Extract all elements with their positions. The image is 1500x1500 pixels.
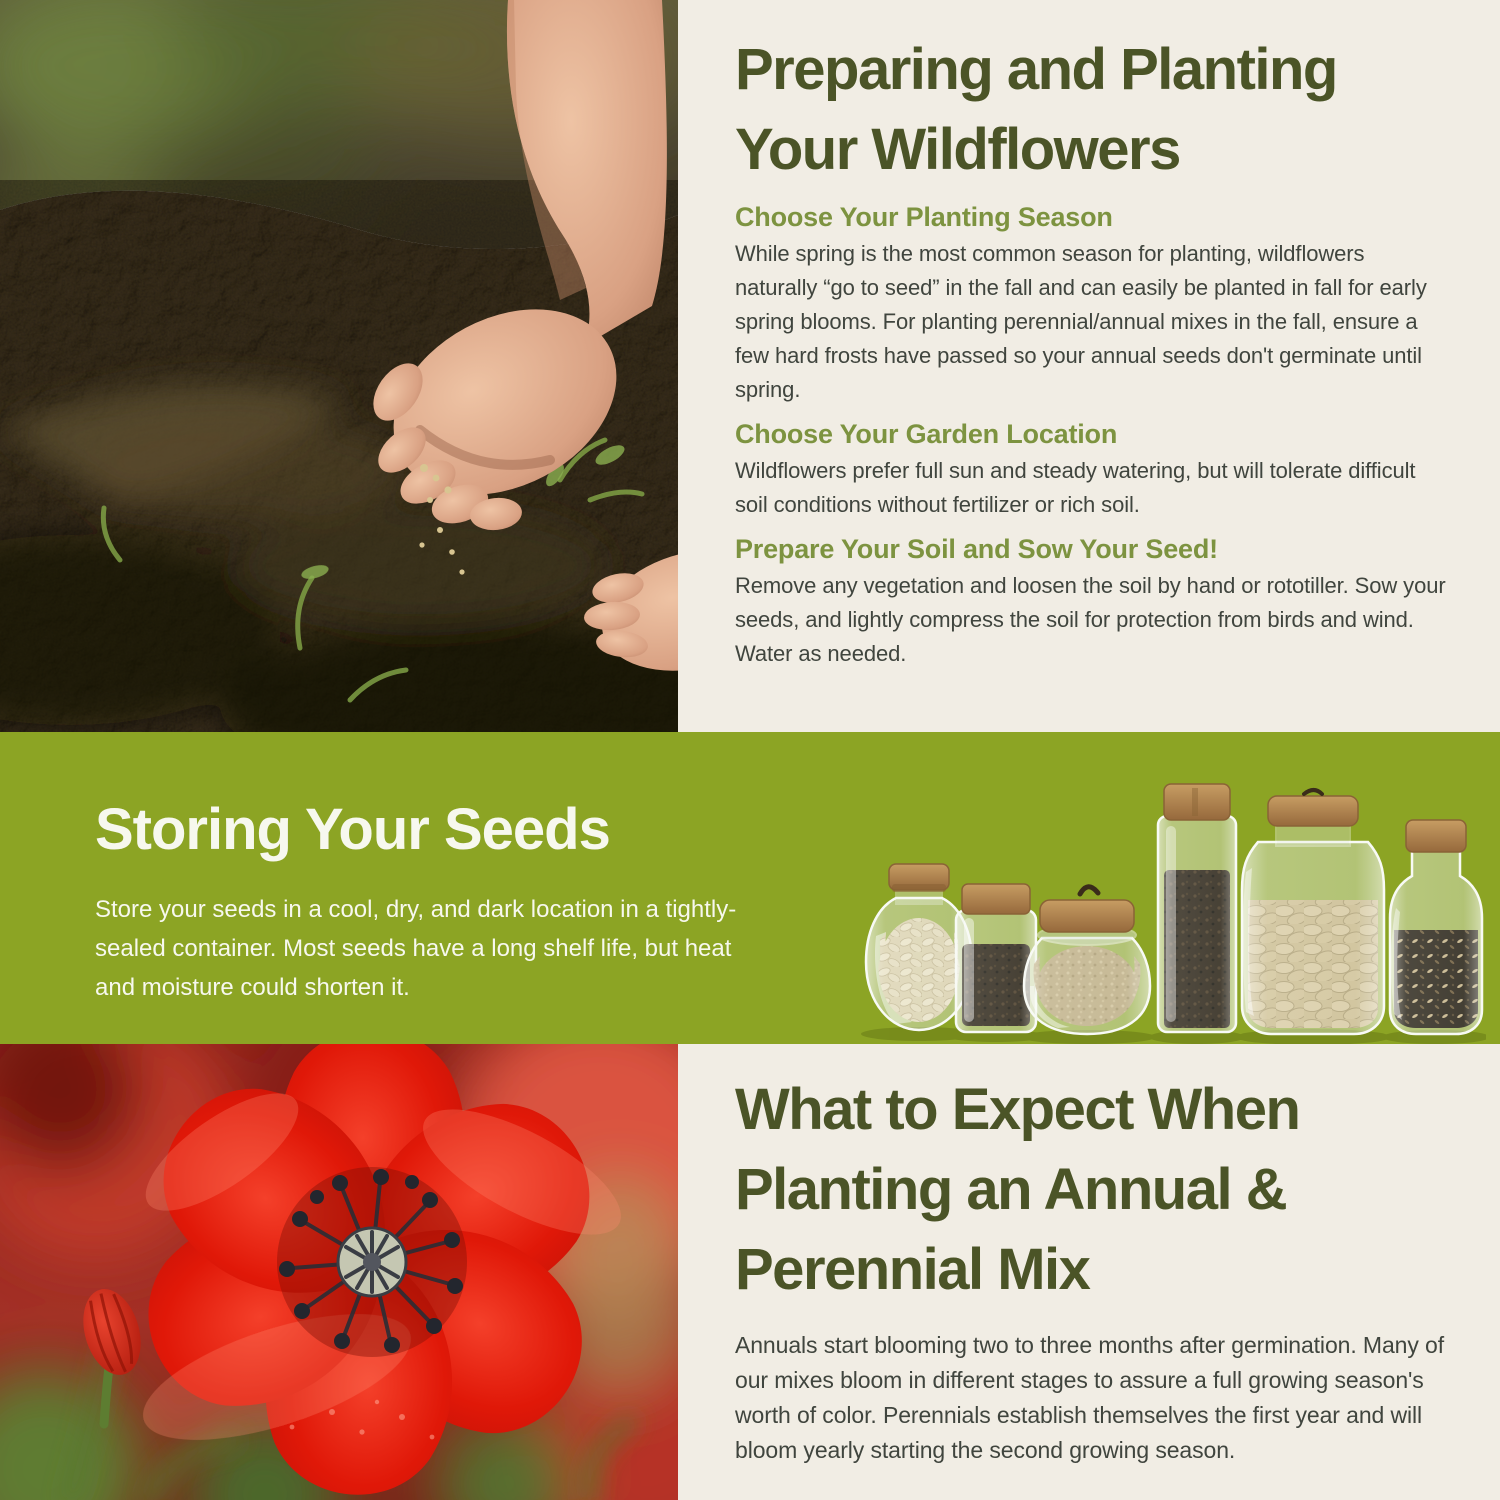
section-storing xyxy=(0,732,1500,1044)
section-expect xyxy=(0,1044,1500,1500)
preparing-title xyxy=(735,30,1452,190)
preparing-title-line1: Preparing and Planting xyxy=(735,37,1337,102)
seed-jars-illustration xyxy=(856,772,1486,1044)
prepare-soil-paragraph: Remove any vegetation and loosen the soil by hand or rototiller. Sow your seeds, and lightly compress the soil for protection from birds and wind. Water as needed. xyxy=(735,573,1446,666)
subheading-planting-season: Choose Your Planting Season xyxy=(735,202,1113,232)
preparing-title-line2: Your Wildflowers xyxy=(735,117,1180,182)
sowing-seeds-photo xyxy=(0,0,678,732)
expect-title xyxy=(735,1070,1452,1310)
storing-text-block xyxy=(95,790,755,1007)
expect-paragraph: Annuals start blooming two to three months after germination. Many of our mixes bloom in different stages to assure a full growing season's worth of color. Perennials establish themselves the first year and will bloom yearly starting the second growing season. xyxy=(735,1332,1445,1463)
red-poppy-photo xyxy=(0,1044,678,1500)
storing-paragraph: Store your seeds in a cool, dry, and dark location in a tightly-sealed container. Most seeds have a long shelf life, but heat and moisture could shorten it. xyxy=(95,896,737,1001)
subheading-prepare-soil: Prepare Your Soil and Sow Your Seed! xyxy=(735,534,1218,564)
jar-dark-seeds xyxy=(956,884,1036,1032)
storing-title xyxy=(95,790,755,870)
subheading-garden-location: Choose Your Garden Location xyxy=(735,419,1118,449)
expect-title-line3: Perennial Mix xyxy=(735,1237,1090,1302)
expect-title-line1: What to Expect When xyxy=(735,1077,1300,1142)
storing-title-line: Storing Your Seeds xyxy=(95,797,610,862)
red-poppy-illustration xyxy=(0,1044,678,1500)
expect-title-line2: Planting an Annual & xyxy=(735,1157,1287,1222)
planting-season-paragraph: While spring is the most common season for planting, wildflowers naturally “go to seed” in the fall and can easily be planted in fall for early spring blooms. For planting perennial/annual mixes in the fall, ensure a few hard frosts have passed so your annual seeds don't germinate until spring. xyxy=(735,241,1427,402)
seed-jars-photo xyxy=(856,772,1486,1044)
section-preparing xyxy=(0,0,1500,732)
expect-text-panel xyxy=(678,1044,1500,1500)
preparing-text-panel xyxy=(678,0,1500,732)
jar-mixed-seeds xyxy=(1390,820,1482,1034)
sowing-seeds-illustration xyxy=(0,0,678,732)
jar-pumpkin-seeds xyxy=(1242,790,1384,1034)
jar-tall-cylinder xyxy=(1158,784,1236,1032)
jar-tan-seeds xyxy=(1024,887,1150,1034)
garden-location-paragraph: Wildflowers prefer full sun and steady watering, but will tolerate difficult soil conditions without fertilizer or rich soil. xyxy=(735,458,1416,517)
